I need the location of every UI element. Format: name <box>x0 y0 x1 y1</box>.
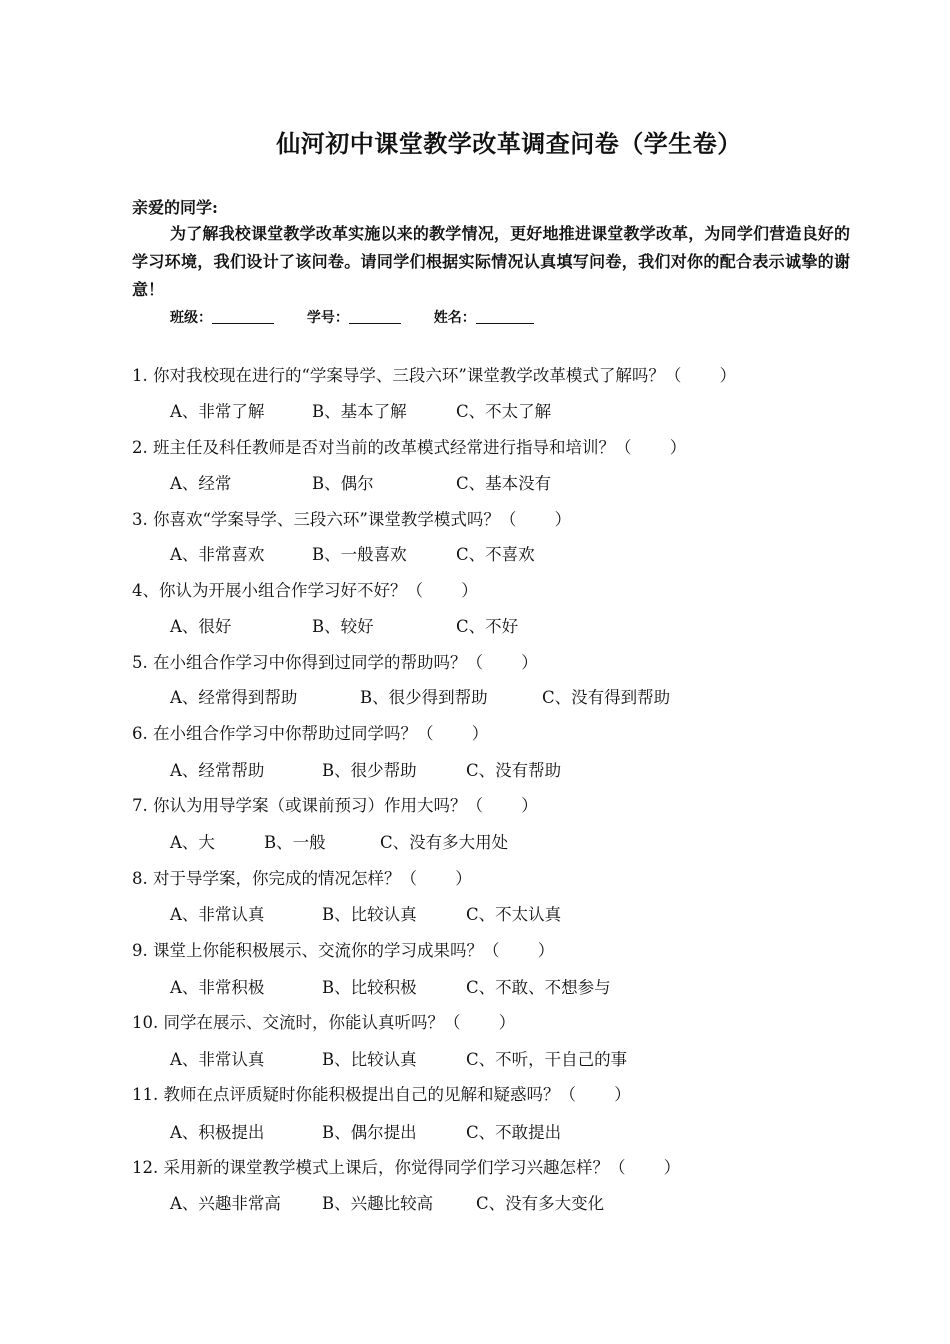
option-b[interactable]: B、兴趣比较高 <box>322 1194 434 1213</box>
option-a[interactable]: A、大 <box>170 833 215 852</box>
greeting: 亲爱的同学: <box>132 198 218 217</box>
question-5: 5. 在小组合作学习中你得到过同学的帮助吗？（ ） <box>132 653 538 672</box>
option-c[interactable]: C、不听，干自己的事 <box>466 1050 628 1069</box>
question-10: 10. 同学在展示、交流时，你能认真听吗？（ ） <box>132 1013 516 1032</box>
name-blank[interactable] <box>476 309 534 324</box>
option-c[interactable]: C、不敢、不想参与 <box>466 978 611 997</box>
option-a[interactable]: A、经常 <box>170 474 232 493</box>
question-1: 1. 你对我校现在进行的“学案导学、三段六环”课堂教学改革模式了解吗？（ ） <box>132 366 737 385</box>
option-b[interactable]: B、很少帮助 <box>322 761 417 780</box>
document-title: 仙河初中课堂教学改革调查问卷（学生卷） <box>276 130 742 158</box>
option-c[interactable]: C、不太认真 <box>466 905 562 924</box>
option-b[interactable]: B、偶尔提出 <box>322 1123 417 1142</box>
option-b[interactable]: B、较好 <box>312 617 374 636</box>
student-id-label: 学号： <box>306 310 349 326</box>
class-blank[interactable] <box>212 309 274 324</box>
question-3: 3. 你喜欢“学案导学、三段六环”课堂教学模式吗？（ ） <box>132 510 572 529</box>
option-b[interactable]: B、很少得到帮助 <box>360 688 488 707</box>
question-8: 8. 对于导学案，你完成的情况怎样？（ ） <box>132 869 472 888</box>
name-field <box>434 307 534 327</box>
question-12: 12. 采用新的课堂教学模式上课后，你觉得同学们学习兴趣怎样？（ ） <box>132 1158 681 1177</box>
option-b[interactable]: B、比较积极 <box>322 978 417 997</box>
name-label: 姓名： <box>433 310 476 326</box>
student-id-field <box>307 307 401 327</box>
option-c[interactable]: C、不喜欢 <box>456 545 535 564</box>
student-info-fields <box>170 307 562 327</box>
option-c[interactable]: C、不太了解 <box>456 402 552 421</box>
option-b[interactable]: B、一般喜欢 <box>312 545 407 564</box>
question-9: 9. 课堂上你能积极展示、交流你的学习成果吗？（ ） <box>132 941 555 960</box>
option-c[interactable]: C、不好 <box>456 617 519 636</box>
option-b[interactable]: B、偶尔 <box>312 474 374 493</box>
option-a[interactable]: A、经常帮助 <box>170 761 265 780</box>
option-c[interactable]: C、没有多大变化 <box>476 1194 605 1213</box>
option-a[interactable]: A、积极提出 <box>170 1123 265 1142</box>
option-b[interactable]: B、一般 <box>264 833 326 852</box>
question-6: 6. 在小组合作学习中你帮助过同学吗？（ ） <box>132 724 489 743</box>
class-label: 班级： <box>170 310 212 326</box>
student-id-blank[interactable] <box>349 309 401 324</box>
option-a[interactable]: A、非常积极 <box>170 978 265 997</box>
option-b[interactable]: B、比较认真 <box>322 1050 417 1069</box>
option-c[interactable]: C、没有帮助 <box>466 761 562 780</box>
question-11: 11. 教师在点评质疑时你能积极提出自己的见解和疑惑吗？（ ） <box>132 1085 631 1104</box>
option-c[interactable]: C、不敢提出 <box>466 1123 562 1142</box>
question-2: 2. 班主任及科任教师是否对当前的改革模式经常进行指导和培训？（ ） <box>132 438 687 457</box>
intro-paragraph: 为了解我校课堂教学改革实施以来的教学情况，更好地推进课堂教学改革，为同学们营造良好的学习环境，我们设计了该问卷。请同学们根据实际情况认真填写问卷，我们对你的配合表示诚挚的谢意！ <box>132 224 850 299</box>
question-4: 4、你认为开展小组合作学习好不好？（ ） <box>132 581 478 600</box>
option-a[interactable]: A、经常得到帮助 <box>170 688 298 707</box>
question-7: 7. 你认为用导学案（或课前预习）作用大吗？（ ） <box>132 796 538 815</box>
option-a[interactable]: A、非常喜欢 <box>170 545 265 564</box>
option-b[interactable]: B、基本了解 <box>312 402 407 421</box>
option-c[interactable]: C、基本没有 <box>456 474 552 493</box>
option-c[interactable]: C、没有多大用处 <box>380 833 509 852</box>
option-a[interactable]: A、非常认真 <box>170 1050 265 1069</box>
option-a[interactable]: A、非常认真 <box>170 905 265 924</box>
option-a[interactable]: A、非常了解 <box>170 402 265 421</box>
class-field <box>170 307 274 327</box>
option-a[interactable]: A、兴趣非常高 <box>170 1194 281 1213</box>
option-c[interactable]: C、没有得到帮助 <box>542 688 671 707</box>
option-a[interactable]: A、很好 <box>170 617 232 636</box>
option-b[interactable]: B、比较认真 <box>322 905 417 924</box>
